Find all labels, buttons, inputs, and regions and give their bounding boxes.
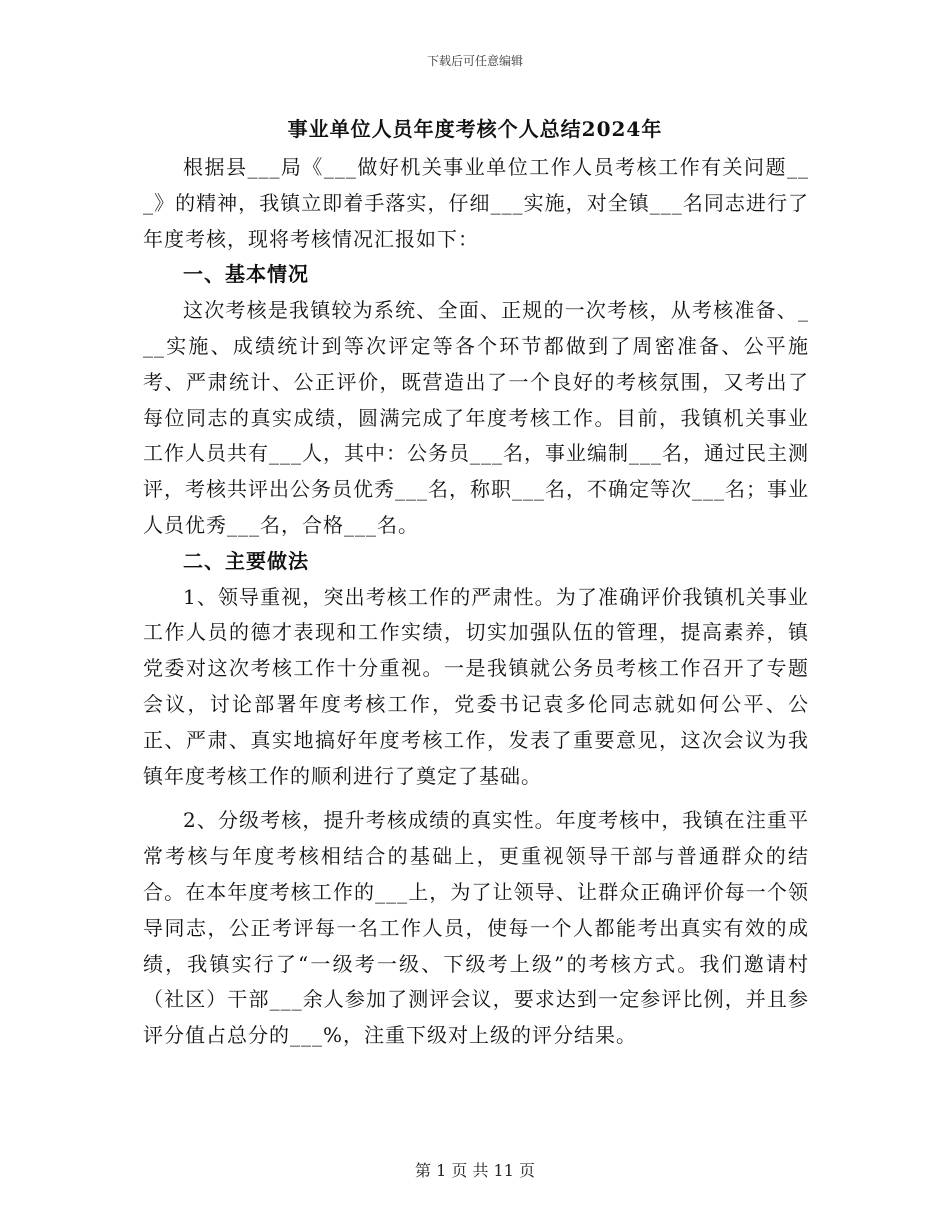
section-heading-basic: 一、基本情况 (183, 262, 309, 287)
methods-paragraph-1: 1、领导重视，突出考核工作的严肃性。为了准确评价我镇机关事业工作人员的德才表现和工作实绩，切实加强队伍的管理，提高素养，镇党委对这次考核工作十分重视。一是我镇就公务员考核工作召开了专题会议，讨论部署年度考核工作，党委书记袁多伦同志就如何公平、公正、严肃、真实地搞好年度考核工作，发表了重要意见，这次会议为我镇年度考核工作的顺利进行了奠定了基础。 (143, 584, 809, 788)
document-body (143, 150, 809, 1054)
basic-situation-paragraph: 这次考核是我镇较为系统、全面、正规的一次考核，从考核准备、___实施、成绩统计到等次评定等各个环节都做到了周密准备、公平施考、严肃统计、公正评价，既营造出了一个良好的考核氛围，又考出了每位同志的真实成绩，圆满完成了年度考核工作。目前，我镇机关事业工作人员共有___人，其中：公务员___名，事业编制___名，通过民主测评，考核共评出公务员优秀___名，称职___名，不确定等次___名；事业人员优秀___名，合格___名。 (143, 298, 809, 537)
header-note: 下载后可任意编辑 (426, 54, 523, 68)
document-title: 事业单位人员年度考核个人总结2024年 (287, 117, 663, 141)
methods-paragraph-2: 2、分级考核，提升考核成绩的真实性。年度考核中，我镇在注重平常考核与年度考核相结合的基础上，更重视领导干部与普通群众的结合。在本年度考核工作的___上，为了让领导、让群众正确评价每一个领导同志，公正考评每一名工作人员，使每一个人都能考出真实有效的成绩，我镇实行了“一级考一级、下级考上级”的考核方式。我们邀请村（社区）干部___余人参加了测评会议，要求达到一定参评比例，并且参评分值占总分的___%，注重下级对上级的评分结果。 (143, 808, 809, 1048)
paragraph-gap (143, 794, 809, 803)
section-heading-methods: 二、主要做法 (183, 548, 309, 573)
page-number: 第 1 页 共 11 页 (415, 1161, 535, 1180)
intro-paragraph: 根据县___局《___做好机关事业单位工作人员考核工作有关问题___》的精神，我镇立即着手落实，仔细___实施，对全镇___名同志进行了年度考核，现将考核情况汇报如下： (143, 155, 809, 251)
